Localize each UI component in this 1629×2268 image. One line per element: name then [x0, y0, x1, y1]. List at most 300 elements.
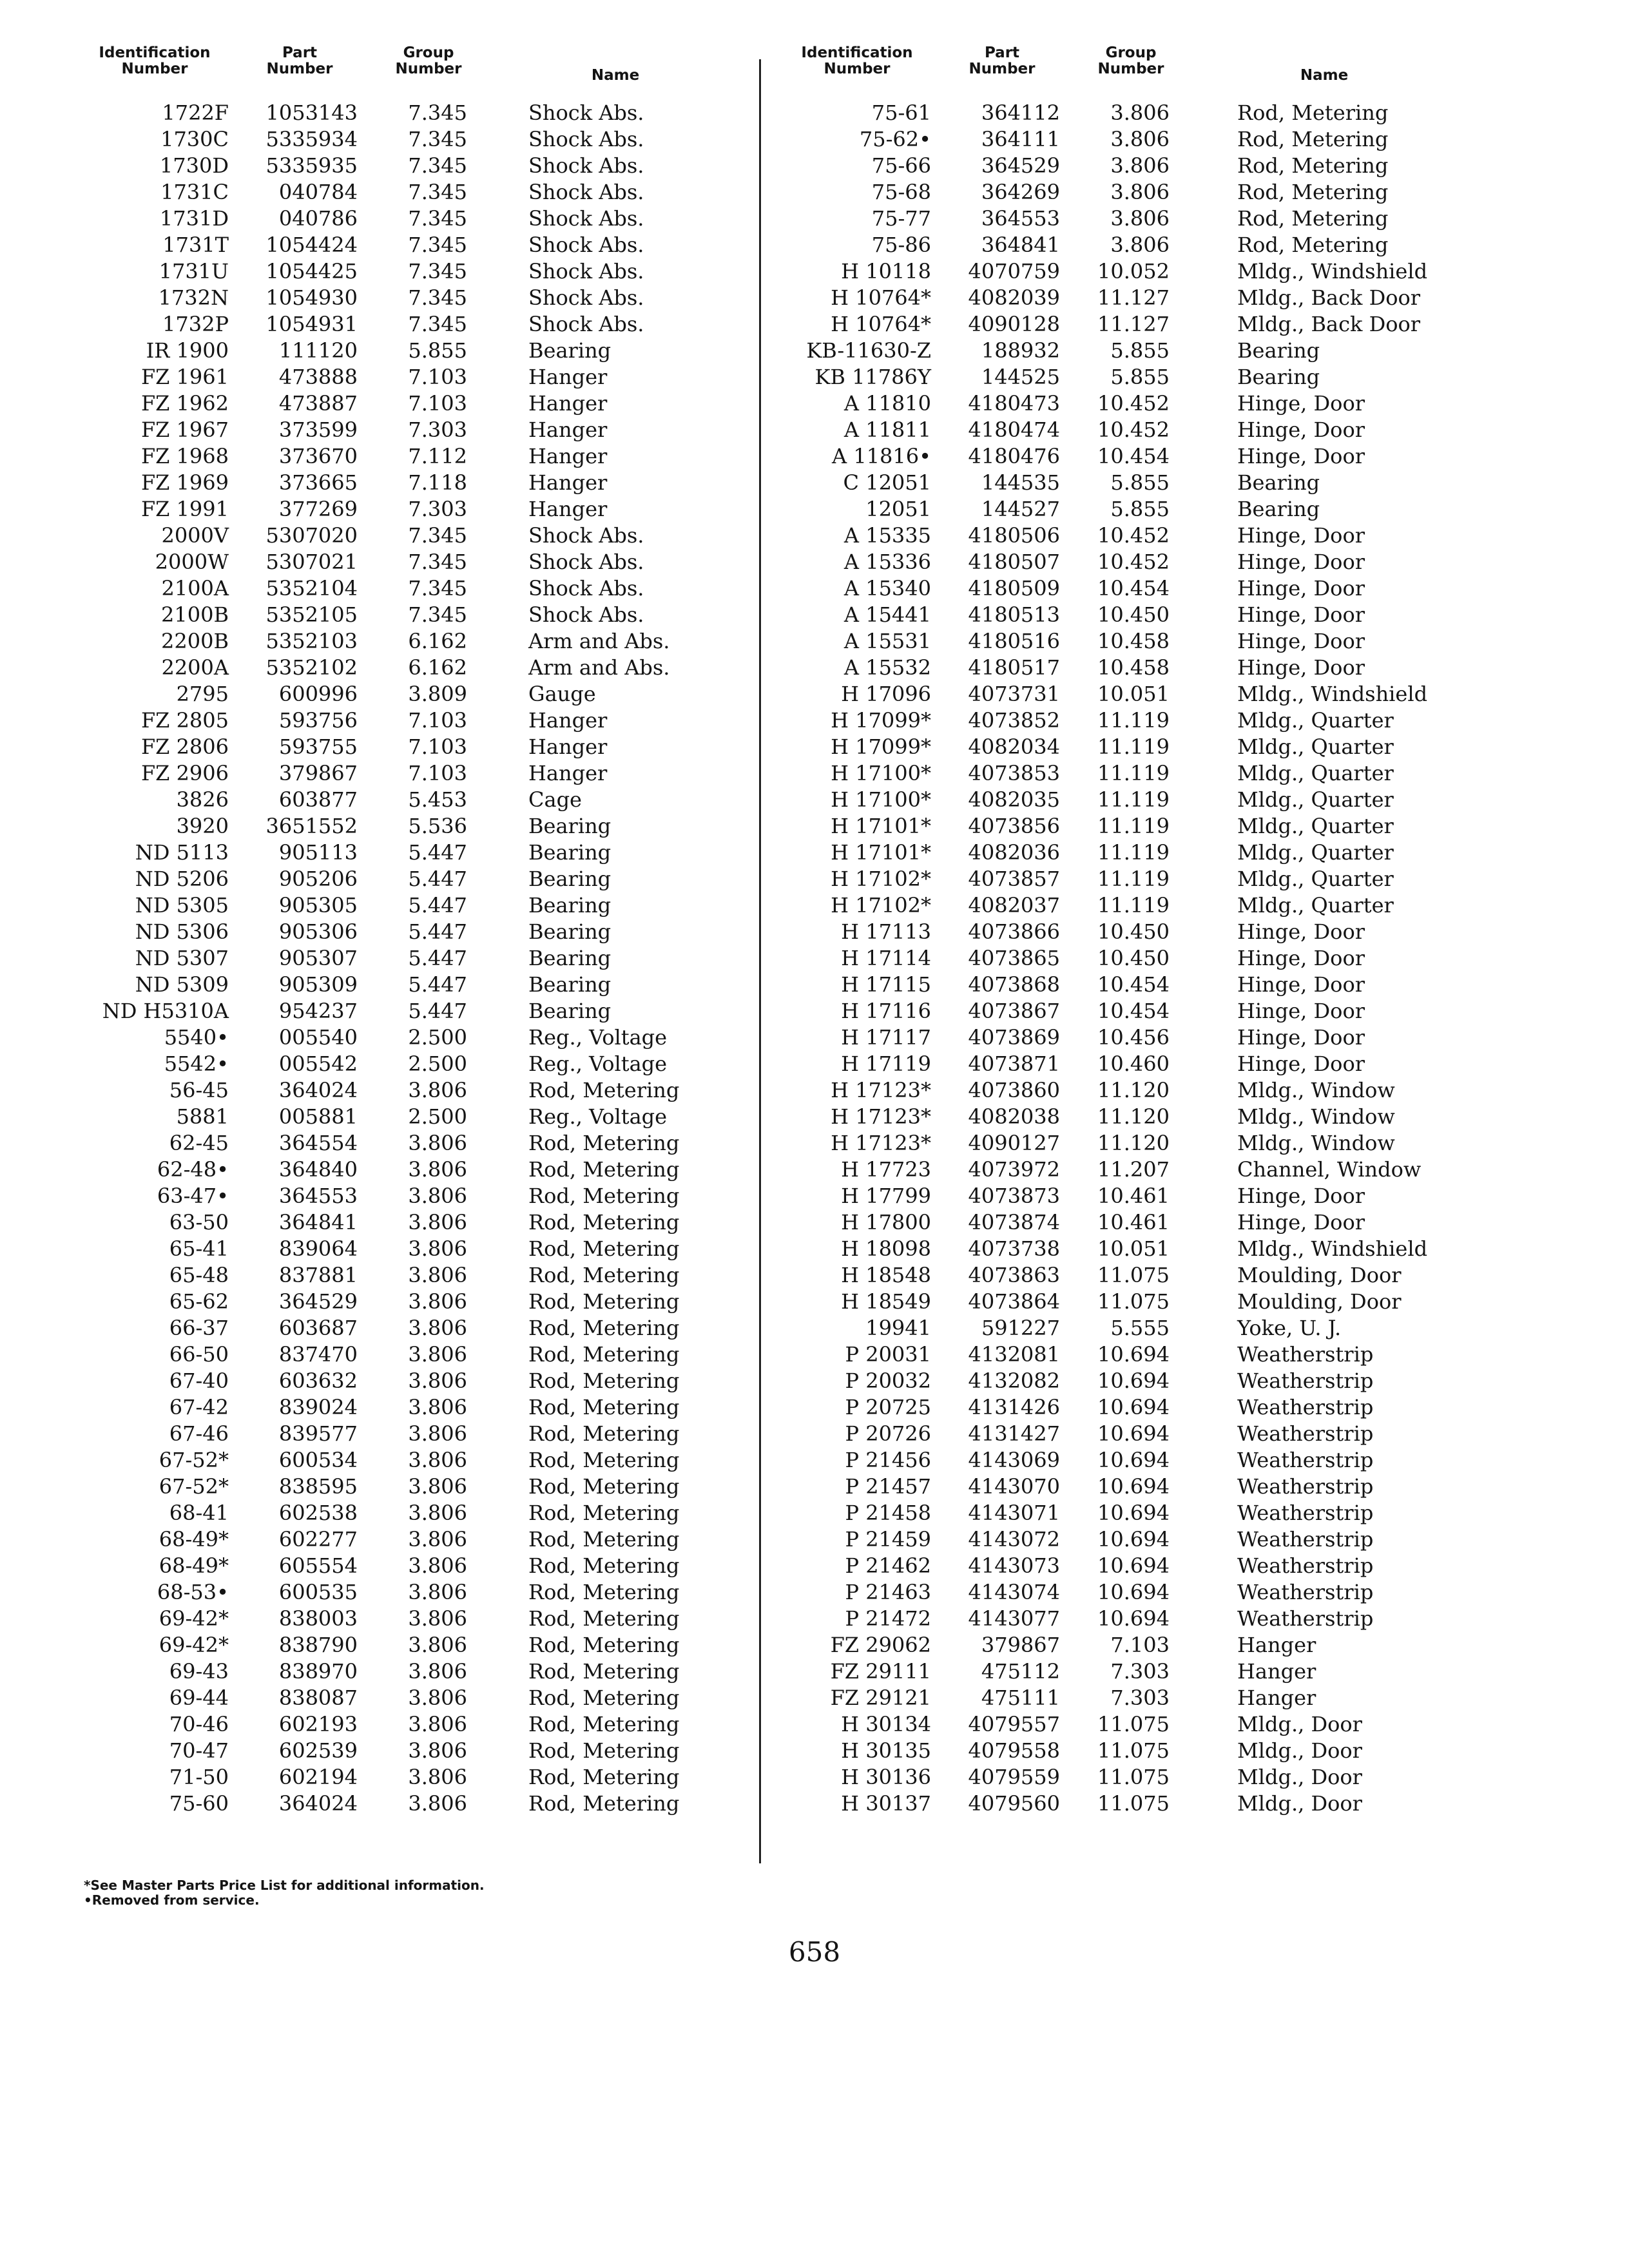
identification-number: 67-40	[169, 1369, 229, 1393]
part-number: 364024	[278, 1078, 358, 1102]
identification-number: 67-52*	[159, 1474, 229, 1499]
identification-number: H 10118	[841, 259, 931, 284]
identification-number: P 21459	[845, 1527, 931, 1552]
group-number: 5.447	[408, 867, 467, 891]
part-name: Mldg., Door	[1237, 1765, 1362, 1789]
part-number: 838087	[278, 1686, 358, 1710]
group-number: 7.103	[408, 365, 467, 389]
identification-number: H 17099*	[831, 735, 931, 759]
identification-number: 1730D	[159, 153, 229, 178]
group-number: 7.345	[408, 576, 467, 601]
identification-number: FZ 1967	[140, 418, 229, 442]
part-number: 839577	[278, 1421, 358, 1446]
identification-number: 5881	[176, 1104, 229, 1129]
part-number: 600996	[278, 682, 358, 706]
identification-number: 1731U	[159, 259, 229, 284]
group-number: 10.694	[1097, 1474, 1170, 1499]
part-name: Hanger	[1237, 1633, 1316, 1657]
identification-number: IR 1900	[146, 338, 229, 363]
part-name: Hanger	[528, 365, 608, 389]
identification-number: H 17723	[841, 1157, 931, 1182]
part-name: Bearing	[528, 893, 612, 918]
part-name: Rod, Metering	[1237, 127, 1389, 151]
identification-number: H 10764*	[831, 285, 931, 310]
part-number: 4143069	[968, 1448, 1060, 1472]
part-number: 4073866	[968, 919, 1060, 944]
identification-number: 68-49*	[159, 1553, 229, 1578]
part-name: Hinge, Door	[1237, 946, 1365, 970]
identification-number: 56-45	[169, 1078, 229, 1102]
part-number: 905305	[278, 893, 358, 918]
part-number: 602539	[278, 1738, 358, 1763]
part-name: Hanger	[528, 761, 608, 785]
part-number: 111120	[278, 338, 358, 363]
part-name: Rod, Metering	[1237, 180, 1389, 204]
group-number: 11.075	[1097, 1712, 1170, 1736]
identification-number: H 17119	[841, 1052, 931, 1076]
group-number: 10.694	[1097, 1501, 1170, 1525]
part-name: Arm and Abs.	[528, 629, 670, 653]
part-number: 379867	[981, 1633, 1060, 1657]
part-name: Hanger	[528, 418, 608, 442]
part-name: Hinge, Door	[1237, 444, 1365, 468]
identification-number: FZ 2805	[140, 708, 229, 733]
part-number: 4073871	[968, 1052, 1060, 1076]
part-name: Bearing	[528, 338, 612, 363]
part-name: Rod, Metering	[528, 1236, 680, 1261]
identification-number: P 21457	[845, 1474, 931, 1499]
identification-number: 19941	[865, 1316, 931, 1340]
part-number: 373599	[278, 418, 358, 442]
group-number: 10.458	[1097, 629, 1170, 653]
group-number: 10.458	[1097, 655, 1170, 680]
group-number: 5.447	[408, 999, 467, 1023]
part-name: Rod, Metering	[528, 1712, 680, 1736]
group-number: 10.454	[1097, 444, 1170, 468]
group-number: 10.051	[1097, 1236, 1170, 1261]
identification-number: H 17102*	[831, 893, 931, 918]
identification-number: 67-42	[169, 1395, 229, 1419]
identification-number: P 21458	[845, 1501, 931, 1525]
group-number: 2.500	[408, 1052, 467, 1076]
group-number: 6.162	[408, 655, 467, 680]
part-number: 4143074	[968, 1580, 1060, 1604]
part-number: 4131427	[968, 1421, 1060, 1446]
part-name: Reg., Voltage	[528, 1052, 668, 1076]
identification-number: 12051	[865, 497, 931, 521]
group-number: 5.453	[408, 787, 467, 812]
group-number: 7.303	[408, 418, 467, 442]
group-number: 3.806	[408, 1712, 467, 1736]
group-number: 7.345	[408, 550, 467, 574]
part-number: 905307	[278, 946, 358, 970]
part-name: Rod, Metering	[528, 1263, 680, 1287]
group-number: 7.103	[408, 391, 467, 416]
part-name: Hanger	[528, 391, 608, 416]
part-number: 4073853	[968, 761, 1060, 785]
group-number: 11.207	[1097, 1157, 1170, 1182]
identification-number: H 17099*	[831, 708, 931, 733]
part-number: 4082036	[968, 840, 1060, 865]
part-name: Moulding, Door	[1237, 1263, 1402, 1287]
group-number: 7.103	[408, 761, 467, 785]
group-number: 10.461	[1097, 1210, 1170, 1235]
group-number: 10.456	[1097, 1025, 1170, 1050]
identification-number: H 17100*	[831, 787, 931, 812]
part-number: 4180506	[968, 523, 1060, 548]
group-number: 11.119	[1097, 814, 1170, 838]
part-number: 473888	[278, 365, 358, 389]
part-name: Weatherstrip	[1237, 1606, 1374, 1631]
part-number: 603632	[278, 1369, 358, 1393]
part-number: 5352102	[265, 655, 358, 680]
group-number: 3.806	[408, 1765, 467, 1789]
identification-number: 2200B	[161, 629, 229, 653]
identification-number: ND 5113	[135, 840, 229, 865]
identification-number: H 18549	[841, 1289, 931, 1314]
part-name: Moulding, Door	[1237, 1289, 1402, 1314]
group-number: 10.452	[1097, 523, 1170, 548]
part-number: 475112	[981, 1659, 1060, 1684]
identification-number: A 15336	[843, 550, 931, 574]
group-number: 11.119	[1097, 867, 1170, 891]
part-number: 1054424	[265, 233, 358, 257]
part-name: Rod, Metering	[528, 1580, 680, 1604]
group-number: 3.809	[408, 682, 467, 706]
identification-number: 2100A	[161, 576, 229, 601]
identification-number: 62-48•	[157, 1157, 229, 1182]
identification-number: H 17101*	[831, 840, 931, 865]
part-number: 4073863	[968, 1263, 1060, 1287]
group-number: 11.119	[1097, 893, 1170, 918]
group-number: 10.450	[1097, 602, 1170, 627]
group-number: 3.806	[408, 1369, 467, 1393]
identification-number: H 17123*	[831, 1131, 931, 1155]
part-number: 4073874	[968, 1210, 1060, 1235]
header-identification: Identification Number	[99, 44, 211, 77]
identification-number: FZ 1968	[140, 444, 229, 468]
part-number: 364554	[278, 1131, 358, 1155]
group-number: 11.119	[1097, 787, 1170, 812]
footnotes	[84, 1878, 485, 1908]
part-name: Rod, Metering	[528, 1289, 680, 1314]
part-number: 040786	[278, 206, 358, 231]
part-number: 4180507	[968, 550, 1060, 574]
part-name: Mldg., Quarter	[1237, 814, 1394, 838]
part-name: Rod, Metering	[1237, 153, 1389, 178]
part-number: 473887	[278, 391, 358, 416]
identification-number: H 17123*	[831, 1078, 931, 1102]
footnote-bullet: •Removed from service.	[84, 1892, 260, 1908]
part-number: 364529	[981, 153, 1060, 178]
part-number: 040784	[278, 180, 358, 204]
part-number: 475111	[981, 1686, 1060, 1710]
part-number: 954237	[278, 999, 358, 1023]
part-name: Rod, Metering	[528, 1184, 680, 1208]
part-name: Shock Abs.	[528, 153, 644, 178]
identification-number: 67-52*	[159, 1448, 229, 1472]
part-number: 364553	[981, 206, 1060, 231]
part-number: 837881	[278, 1263, 358, 1287]
part-number: 4082034	[968, 735, 1060, 759]
group-number: 7.345	[408, 523, 467, 548]
group-number: 7.345	[408, 233, 467, 257]
identification-number: 1732N	[158, 285, 229, 310]
header-part-number: Part Number	[266, 44, 333, 77]
group-number: 11.119	[1097, 708, 1170, 733]
part-name: Bearing	[1237, 365, 1320, 389]
part-number: 600535	[278, 1580, 358, 1604]
group-number: 10.694	[1097, 1369, 1170, 1393]
identification-number: 66-50	[169, 1342, 229, 1367]
group-number: 3.806	[408, 1501, 467, 1525]
part-name: Bearing	[528, 867, 612, 891]
part-number: 602277	[278, 1527, 358, 1552]
identification-number: H 17102*	[831, 867, 931, 891]
part-name: Mldg., Back Door	[1237, 312, 1421, 336]
group-number: 11.075	[1097, 1791, 1170, 1816]
group-number: 5.447	[408, 919, 467, 944]
part-name: Reg., Voltage	[528, 1104, 668, 1129]
part-number: 4132081	[968, 1342, 1060, 1367]
part-name: Hinge, Door	[1237, 391, 1365, 416]
group-number: 10.694	[1097, 1342, 1170, 1367]
group-number: 3.806	[408, 1527, 467, 1552]
part-name: Rod, Metering	[528, 1633, 680, 1657]
identification-number: 75-61	[871, 101, 931, 125]
part-number: 837470	[278, 1342, 358, 1367]
group-number: 7.345	[408, 259, 467, 284]
group-number: 11.127	[1097, 285, 1170, 310]
part-name: Shock Abs.	[528, 127, 644, 151]
group-number: 7.345	[408, 101, 467, 125]
group-number: 10.694	[1097, 1527, 1170, 1552]
part-number: 373670	[278, 444, 358, 468]
identification-number: P 21462	[845, 1553, 931, 1578]
part-number: 5307020	[265, 523, 358, 548]
part-number: 602194	[278, 1765, 358, 1789]
identification-number: ND 5305	[135, 893, 229, 918]
part-number: 5352104	[265, 576, 358, 601]
group-number: 5.855	[1110, 365, 1170, 389]
part-number: 4073868	[968, 972, 1060, 997]
identification-number: P 21456	[845, 1448, 931, 1472]
part-number: 4079560	[968, 1791, 1060, 1816]
part-number: 600534	[278, 1448, 358, 1472]
part-name: Rod, Metering	[528, 1791, 680, 1816]
group-number: 11.075	[1097, 1263, 1170, 1287]
identification-number: P 20725	[845, 1395, 931, 1419]
group-number: 3.806	[1110, 101, 1170, 125]
part-number: 144535	[981, 470, 1060, 495]
group-number: 3.806	[408, 1263, 467, 1287]
part-name: Hinge, Door	[1237, 1210, 1365, 1235]
part-name: Mldg., Quarter	[1237, 840, 1394, 865]
identification-number: ND H5310A	[102, 999, 229, 1023]
part-number: 839064	[278, 1236, 358, 1261]
part-name: Weatherstrip	[1237, 1369, 1374, 1393]
identification-number: ND 5306	[135, 919, 229, 944]
part-number: 4079557	[968, 1712, 1060, 1736]
part-number: 1054425	[265, 259, 358, 284]
group-number: 11.127	[1097, 312, 1170, 336]
part-number: 4070759	[968, 259, 1060, 284]
part-number: 4073869	[968, 1025, 1060, 1050]
group-number: 7.303	[1110, 1659, 1170, 1684]
group-number: 11.075	[1097, 1765, 1170, 1789]
part-name: Hinge, Door	[1237, 999, 1365, 1023]
part-name: Mldg., Quarter	[1237, 893, 1394, 918]
identification-number: A 11811	[843, 418, 931, 442]
part-name: Rod, Metering	[528, 1765, 680, 1789]
group-number: 11.075	[1097, 1289, 1170, 1314]
part-number: 1053143	[265, 101, 358, 125]
part-number: 4079558	[968, 1738, 1060, 1763]
part-number: 4073852	[968, 708, 1060, 733]
group-number: 10.051	[1097, 682, 1170, 706]
part-name: Hinge, Door	[1237, 629, 1365, 653]
identification-number: ND 5309	[135, 972, 229, 997]
part-name: Rod, Metering	[528, 1738, 680, 1763]
identification-number: P 21472	[845, 1606, 931, 1631]
identification-number: P 21463	[845, 1580, 931, 1604]
identification-number: KB-11630-Z	[806, 338, 931, 363]
group-number: 3.806	[408, 1448, 467, 1472]
identification-number: 75-77	[871, 206, 931, 231]
group-number: 3.806	[1110, 127, 1170, 151]
identification-number: A 15441	[843, 602, 931, 627]
identification-number: 68-49*	[159, 1527, 229, 1552]
group-number: 3.806	[408, 1791, 467, 1816]
part-name: Mldg., Window	[1237, 1104, 1395, 1129]
part-number: 4180517	[968, 655, 1060, 680]
group-number: 7.345	[408, 285, 467, 310]
part-number: 4073865	[968, 946, 1060, 970]
identification-number: H 17799	[841, 1184, 931, 1208]
part-number: 838790	[278, 1633, 358, 1657]
group-number: 3.806	[408, 1289, 467, 1314]
part-number: 905309	[278, 972, 358, 997]
part-number: 005540	[278, 1025, 358, 1050]
group-number: 10.454	[1097, 999, 1170, 1023]
part-name: Mldg., Quarter	[1237, 708, 1394, 733]
part-name: Mldg., Windshield	[1237, 1236, 1428, 1261]
identification-number: 69-43	[169, 1659, 229, 1684]
part-name: Rod, Metering	[528, 1369, 680, 1393]
part-name: Mldg., Door	[1237, 1791, 1362, 1816]
part-number: 4073864	[968, 1289, 1060, 1314]
part-number: 4082039	[968, 285, 1060, 310]
identification-number: 62-45	[169, 1131, 229, 1155]
part-name: Rod, Metering	[528, 1078, 680, 1102]
group-number: 10.460	[1097, 1052, 1170, 1076]
part-name: Mldg., Quarter	[1237, 735, 1394, 759]
group-number: 10.452	[1097, 418, 1170, 442]
part-name: Rod, Metering	[528, 1316, 680, 1340]
group-number: 10.694	[1097, 1448, 1170, 1472]
part-number: 364840	[278, 1157, 358, 1182]
part-name: Hinge, Door	[1237, 1184, 1365, 1208]
part-name: Yoke, U. J.	[1237, 1316, 1342, 1340]
identification-number: H 17117	[841, 1025, 931, 1050]
part-name: Cage	[528, 787, 582, 812]
part-number: 4180516	[968, 629, 1060, 653]
part-name: Shock Abs.	[528, 523, 644, 548]
part-number: 838003	[278, 1606, 358, 1631]
identification-number: 1730C	[160, 127, 229, 151]
group-number: 3.806	[408, 1686, 467, 1710]
group-number: 11.119	[1097, 840, 1170, 865]
group-number: 7.345	[408, 602, 467, 627]
part-name: Rod, Metering	[528, 1474, 680, 1499]
part-number: 5335934	[265, 127, 358, 151]
part-number: 144527	[981, 497, 1060, 521]
group-number: 3.806	[408, 1580, 467, 1604]
group-number: 11.119	[1097, 761, 1170, 785]
identification-number: H 30137	[841, 1791, 931, 1816]
group-number: 3.806	[408, 1184, 467, 1208]
group-number: 3.806	[408, 1553, 467, 1578]
part-name: Hinge, Door	[1237, 655, 1365, 680]
group-number: 3.806	[408, 1236, 467, 1261]
part-name: Mldg., Quarter	[1237, 787, 1394, 812]
group-number: 10.454	[1097, 576, 1170, 601]
part-name: Gauge	[528, 682, 596, 706]
part-number: 4073867	[968, 999, 1060, 1023]
part-name: Shock Abs.	[528, 312, 644, 336]
group-number: 7.345	[408, 127, 467, 151]
group-number: 3.806	[1110, 206, 1170, 231]
identification-number: 2000W	[155, 550, 229, 574]
identification-number: P 20031	[845, 1342, 931, 1367]
identification-number: 68-41	[169, 1501, 229, 1525]
group-number: 3.806	[408, 1078, 467, 1102]
part-name: Rod, Metering	[528, 1342, 680, 1367]
identification-number: 1722F	[162, 101, 229, 125]
part-name: Rod, Metering	[1237, 101, 1389, 125]
group-number: 2.500	[408, 1025, 467, 1050]
identification-number: 1731D	[159, 206, 229, 231]
identification-number: H 17113	[841, 919, 931, 944]
part-number: 4090127	[968, 1131, 1060, 1155]
page-number: 658	[788, 1936, 841, 1968]
identification-number: 65-48	[169, 1263, 229, 1287]
identification-number: H 18098	[841, 1236, 931, 1261]
part-name: Hanger	[528, 470, 608, 495]
group-number: 7.345	[408, 312, 467, 336]
part-number: 364841	[278, 1210, 358, 1235]
group-number: 11.120	[1097, 1104, 1170, 1129]
identification-number: FZ 29111	[830, 1659, 931, 1684]
part-name: Hinge, Door	[1237, 972, 1365, 997]
group-number: 11.120	[1097, 1131, 1170, 1155]
group-number: 3.806	[1110, 233, 1170, 257]
group-number: 3.806	[408, 1157, 467, 1182]
part-number: 5352105	[265, 602, 358, 627]
part-number: 373665	[278, 470, 358, 495]
part-name: Mldg., Window	[1237, 1078, 1395, 1102]
identification-number: FZ 2906	[140, 761, 229, 785]
identification-number: H 30135	[841, 1738, 931, 1763]
part-name: Hanger	[528, 708, 608, 733]
part-number: 905306	[278, 919, 358, 944]
part-name: Weatherstrip	[1237, 1448, 1374, 1472]
identification-number: 75-68	[871, 180, 931, 204]
part-number: 364841	[981, 233, 1060, 257]
group-number: 10.694	[1097, 1421, 1170, 1446]
part-number: 603687	[278, 1316, 358, 1340]
identification-number: H 10764*	[831, 312, 931, 336]
